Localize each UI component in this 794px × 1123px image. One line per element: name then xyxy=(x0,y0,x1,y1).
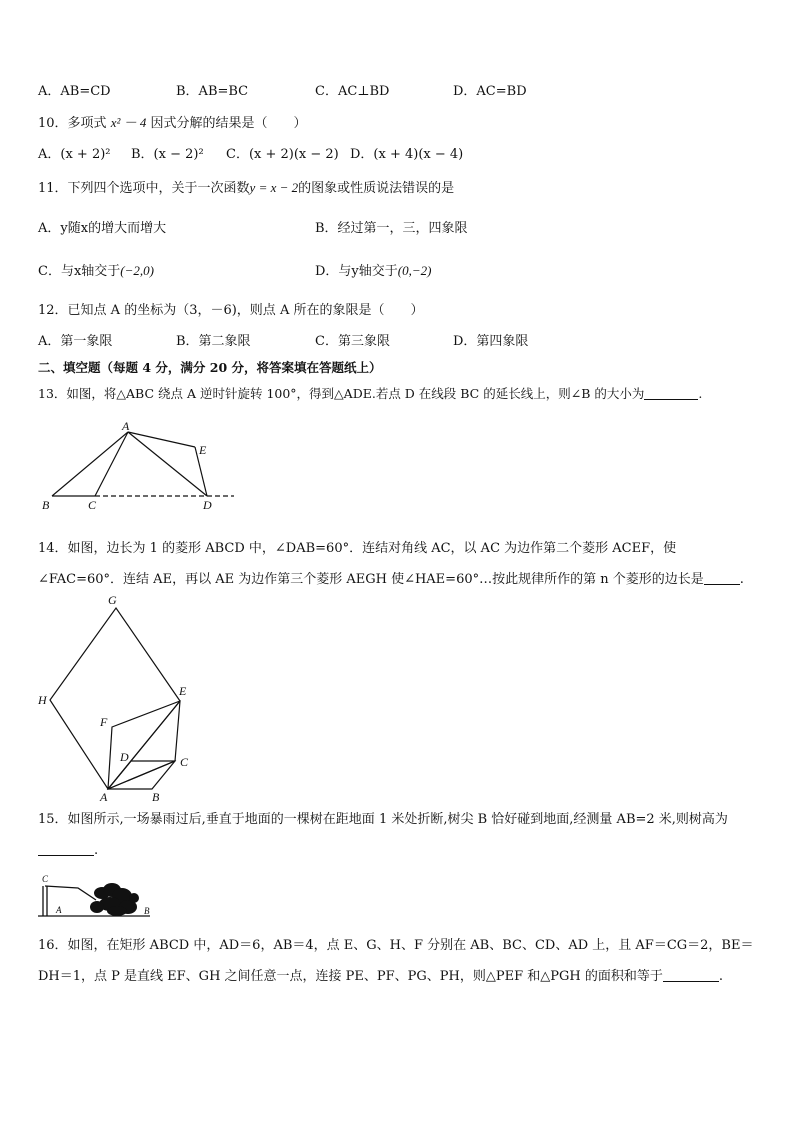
q9-option-c: C．AC⊥BD xyxy=(315,84,390,99)
q12-stem: 12．已知点 A 的坐标为（3，－6)，则点 A 所在的象限是（ ） xyxy=(38,303,424,318)
q13-stem-text: 13．如图，将△ABC 绕点 A 逆时针旋转 100°，得到△ADE.若点 D 在线段 BC 的延长线上，则∠B 的大小为 xyxy=(38,386,645,401)
q14-end: . xyxy=(739,572,744,587)
q9-option-b: B．AB=BC xyxy=(176,84,249,99)
label-f: F xyxy=(100,715,108,729)
label-c: C xyxy=(88,498,97,512)
q9-option-d: D．AC=BD xyxy=(453,84,527,99)
q9-option-a: A．AB=CD xyxy=(38,84,111,99)
q16-line-2 xyxy=(38,969,723,985)
q10-stem-post: 因式分解的结果是（ ） xyxy=(146,116,307,131)
label-e: E xyxy=(179,684,187,698)
label-a: A xyxy=(56,905,62,915)
q10-expression: x² － 4 xyxy=(110,115,147,130)
label-c: C xyxy=(42,874,49,884)
q11-stem-post: 的图象或性质说法错误的是 xyxy=(298,181,455,196)
label-a: A xyxy=(100,790,108,804)
q12-option-a: A．第一象限 xyxy=(38,334,113,349)
label-g: G xyxy=(108,593,117,607)
label-c: C xyxy=(180,755,189,769)
q10-option-b: B．(x − 2)² xyxy=(131,147,204,162)
label-a: A xyxy=(122,419,130,433)
label-b: B xyxy=(42,498,50,512)
q16-line-1: 16．如图，在矩形 ABCD 中，AD＝6，AB＝4，点 E、G、H、F 分别在 AB、BC、CD、AD 上，且 AF＝CG＝2，BE＝ xyxy=(38,938,754,953)
q14-line-2-text: ∠FAC=60°．连结 AE，再以 AE 为边作第三个菱形 AEGH 使∠HAE=60°…按此规律所作的第 n 个菱形的边长是 xyxy=(38,572,704,587)
label-b: B xyxy=(152,790,160,804)
q10-option-c: C．(x + 2)(x − 2) xyxy=(226,147,339,162)
label-b: B xyxy=(144,906,150,916)
q11-stem-pre: 11．下列四个选项中，关于一次函数 xyxy=(38,181,250,196)
q16-end: . xyxy=(718,969,724,984)
q15-end: . xyxy=(94,843,99,858)
answer-blank xyxy=(663,969,719,982)
q11-option-d-text: D．与y轴交于 xyxy=(315,264,398,279)
q11-option-c-text: C．与x轴交于 xyxy=(38,264,121,279)
broken-branch xyxy=(45,886,96,900)
q10-option-d: D．(x + 4)(x − 4) xyxy=(350,147,464,162)
label-d: D xyxy=(120,750,129,764)
q16-line-2-text: DH＝1，点 P 是直线 EF、GH 之间任意一点，连接 PE、PF、PG、PH，则△PEF 和△PGH 的面积和等于 xyxy=(38,969,663,984)
q11-function: y = x − 2 xyxy=(249,180,299,195)
q13-end: . xyxy=(698,386,703,401)
q11-option-d-point: (0,−2) xyxy=(397,263,432,278)
q12-option-d: D．第四象限 xyxy=(453,334,529,349)
q11-option-a: A．y随x的增大而增大 xyxy=(38,221,167,236)
q15-line-1: 15．如图所示,一场暴雨过后,垂直于地面的一棵树在距地面 1 米处折断,树尖 B 恰好碰到地面,经测量 AB=2 米,则树高为 xyxy=(38,812,728,827)
q12-option-c: C．第三象限 xyxy=(315,334,390,349)
q14-line-1: 14．如图，边长为 1 的菱形 ABCD 中，∠DAB=60°．连结对角线 AC，以 AC 为边作第二个菱形 ACEF，使 xyxy=(38,541,677,556)
q11-option-b: B．经过第一，三，四象限 xyxy=(315,221,468,236)
q10-option-a: A．(x + 2)² xyxy=(38,147,111,162)
label-e: E xyxy=(199,443,207,457)
tree-crown-icon xyxy=(90,883,139,916)
section-heading-fill-in: 二、填空题（每题 4 分，满分 20 分，将答案填在答题纸上） xyxy=(38,360,382,375)
q10-stem-pre: 10．多项式 xyxy=(38,116,111,131)
label-d: D xyxy=(203,498,212,512)
label-h: H xyxy=(38,693,47,707)
q11-option-c-point: (−2,0) xyxy=(120,263,154,278)
q12-option-b: B．第二象限 xyxy=(176,334,251,349)
